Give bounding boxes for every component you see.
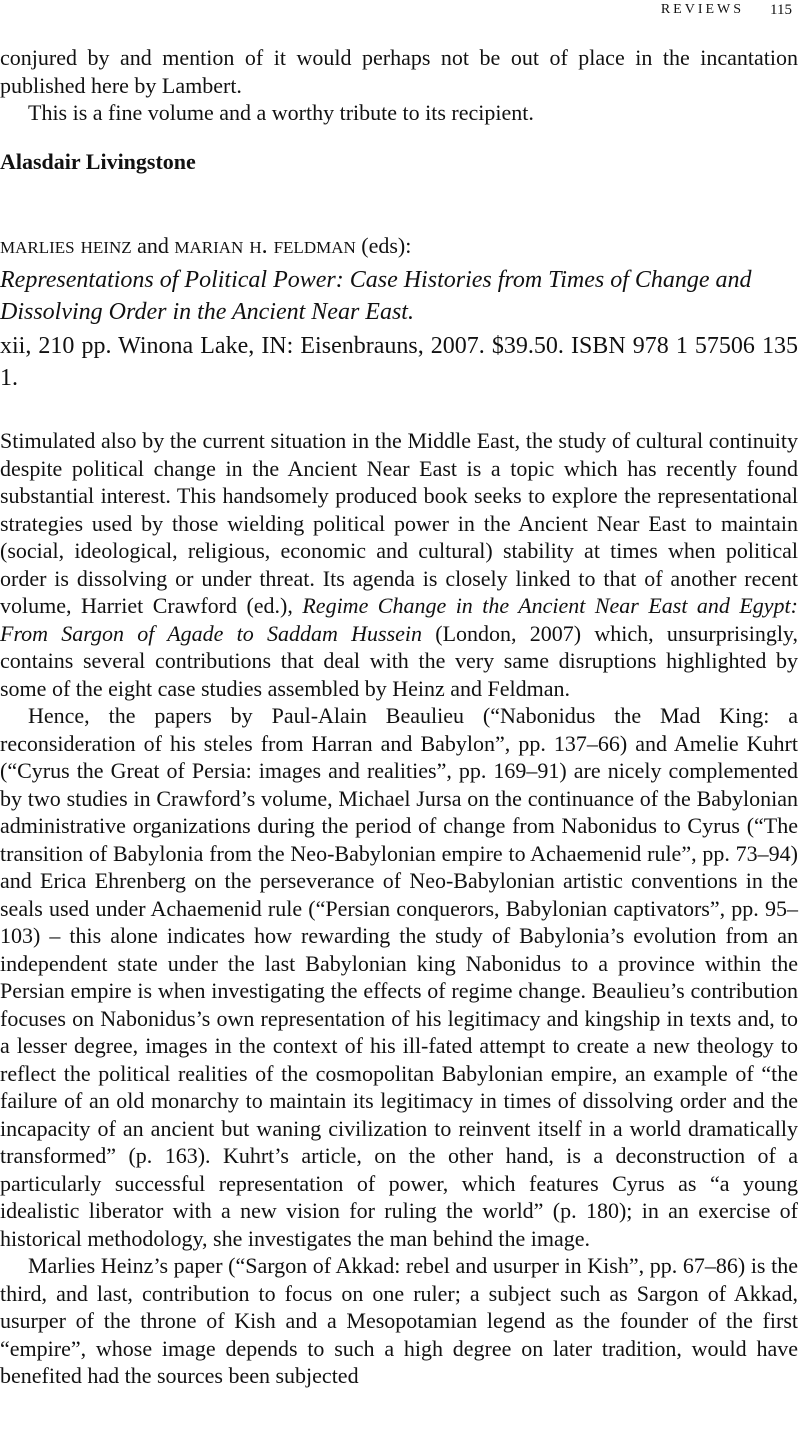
- body-paragraph: [0, 427, 798, 702]
- editor-name: marian h. feldman: [174, 233, 356, 259]
- closing-paragraph: conjured by and mention of it would perhaps not be out of place in the incantation published here by Lambert.: [0, 45, 798, 98]
- running-head: [661, 0, 792, 20]
- editor-conjunction: and: [137, 233, 169, 258]
- editor-name: marlies heinz: [0, 233, 132, 259]
- review-heading: [0, 232, 798, 394]
- body-paragraph: Marlies Heinz’s paper (“Sargon of Akkad: rebel and usurper in Kish”, pp. 67–86) is the third, and last, contribution to focus on one ruler; a subject such as Sargon of Akkad, usurper of the throne of Kish and a Mesopotamian legend as the founder of the first “empire”, whose image depends to such a high degree on later tradition, would have benefited had the sources been subjected: [0, 1253, 798, 1388]
- body-paragraph: Hence, the papers by Paul-Alain Beaulieu (“Nabonidus the Mad King: a reconsideration of his steles from Harran and Babylon”, pp. 137–66) and Amelie Kuhrt (“Cyrus the Great of Persia: images and realities”, pp. 169–91) are nicely complemented by two studies in Crawford’s volume, Michael Jursa on the continuance of the Babylonian administrative organizations during the period of change from Nabonidus to Cyrus (“The transition of Babylonia from the Neo-Babylonian empire to Achaemenid rule”, pp. 73–94) and Erica Ehrenberg on the perseverance of Neo-Babylonian artistic conventions in the seals used under Achaemenid rule (“Persian conquerors, Babylonian captivators”, pp. 95–103) – this alone indicates how rewarding the study of Babylonia’s evolution from an independent state under the last Babylonian king Nabonidus to a province within the Persian empire is when investigating the effects of regime change. Beaulieu’s contribution focuses on Nabonidus’s own representation of his legitimacy and kingship in texts and, to a lesser degree, images in the context of his ill-fated attempt to create a new theology to reflect the political realities of the cosmopolitan Babylonian empire, an example of “the failure of an old monarchy to maintain its legitimacy in times of dissolving order and the incapacity of an ancient but waning civilization to reinvent itself in a world dramatically transformed” (p. 163). Kuhrt’s article, on the other hand, is a deconstruction of a particularly successful representation of power, which features Cyrus as “a young idealistic liberator with a new vision for ruling the world” (p. 180); in an exercise of historical methodology, she investigates the man behind the image.: [0, 703, 798, 1251]
- publication-info: xii, 210 pp. Winona Lake, IN: Eisenbrauns, 2007. $39.50. ISBN 978 1 57506 135 1.: [0, 333, 798, 391]
- cited-book-title: Regime Change in the Ancient Near East and Egypt: From Sargon of Agade to Saddam Hussein: [0, 593, 798, 646]
- page-number: 115: [770, 2, 792, 18]
- reviewer-signature: Alasdair Livingstone: [0, 148, 196, 174]
- review-body: [0, 427, 798, 1390]
- running-head-title: REVIEWS: [660, 2, 745, 17]
- paragraph-text: Stimulated also by the current situation in the Middle East, the study of cultural continuity despite political change in the Ancient Near East is a topic which has recently found substantial interest. This handsomely produced book seeks to explore the representational strategies used by those wielding political power in the Ancient Near East to maintain (social, ideological, religious, economic and cultural) stability at times when political order is dissolving or under threat. Its agenda is closely linked to that of another recent volume, Harriet Crawford (ed.),: [0, 428, 798, 618]
- paragraph-text: (London, 2007) which, unsurprisingly, contains several contributions that deal with the very same disruptions highlighted by some of the eight case studies assembled by Heinz and Feldman.: [0, 620, 799, 701]
- editors-line: [0, 232, 798, 260]
- previous-review-ending: [0, 44, 798, 175]
- closing-sentence: This is a fine volume and a worthy tribute to its recipient.: [28, 100, 534, 125]
- book-title: Representations of Political Power: Case Histories from Times of Change and Dissolving Order in the Ancient Near East.: [0, 267, 752, 325]
- eds-label: (eds):: [361, 233, 412, 258]
